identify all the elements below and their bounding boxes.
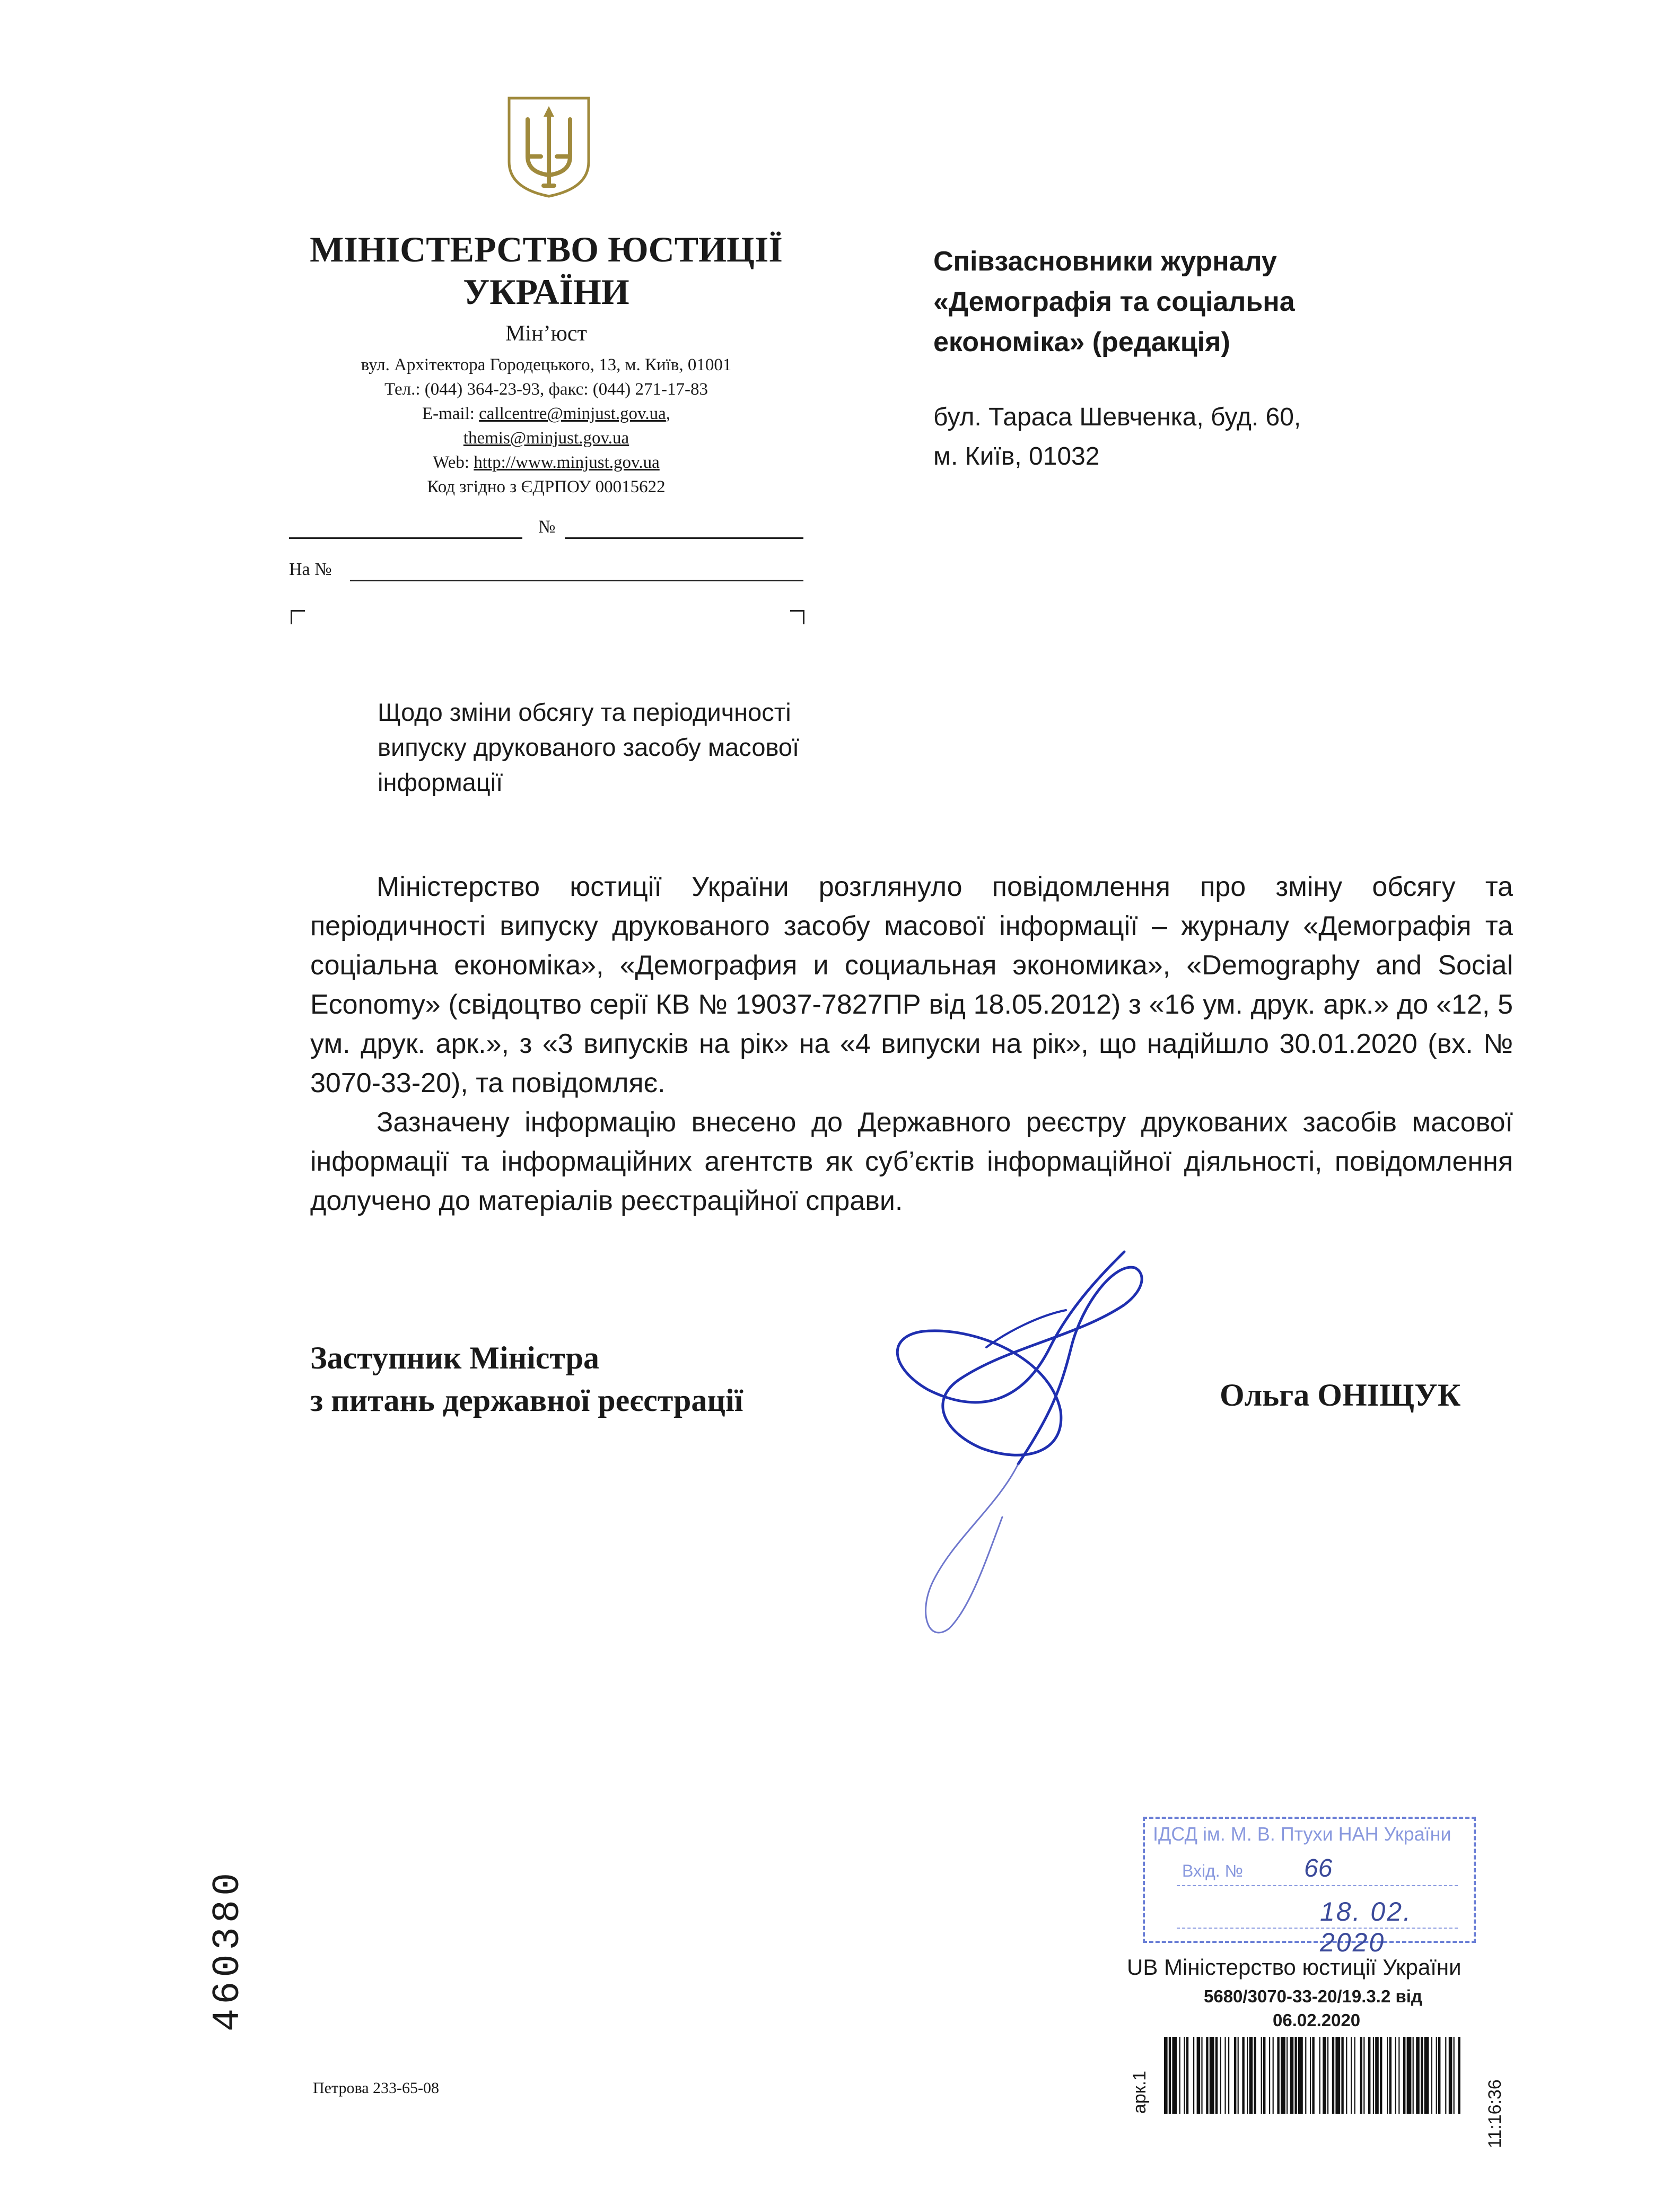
addressee-line-1: Співзасновники журналу [933,246,1277,277]
addressee-line-2: «Демографія та соціальна [933,286,1295,317]
ministry-name: МІНІСТЕРСТВО ЮСТИЦІЇ УКРАЇНИ [310,229,783,312]
address-corner-left [291,610,305,624]
handwritten-signature [848,1241,1230,1666]
body-paragraph-2: Зазначену інформацію внесено до Державного реєстру друкованих засобів масової інформації та інформаційних агентств як суб’єктів інформаційної діяльності, повідомлення долучено до матеріалів реєстраційної справи. [310,1107,1513,1216]
addressee [933,241,1490,362]
registration-date: 06.02.2020 [1273,2010,1361,2030]
position-line-1: Заступник Міністра [310,1340,600,1375]
stamp-incoming-label: Вхід. № [1182,1861,1243,1880]
ministry-edrpou: Код згідно з ЄДРПОУ 00015622 [427,477,666,496]
email-link-2[interactable]: themis@minjust.gov.ua [463,429,629,448]
addressee-address [933,398,1490,476]
registration-number: 5680/3070-33-20/19.3.2 від [1204,1986,1422,2006]
letter-subject [378,695,908,800]
letter-body [310,867,1513,1221]
barcode [1164,2037,1461,2114]
in-reply-row [289,560,803,586]
signatory-name: Ольга ОНІЩУК [1220,1378,1461,1413]
subject-line-1: Щодо зміни обсягу та періодичності [378,698,791,726]
stamp-organization: ІДСД ім. М. В. Птухи НАН України [1153,1823,1451,1845]
body-paragraph-1: Міністерство юстиції України розглянуло повідомлення про зміну обсягу та періодичності випуску друкованого засобу масової інформації – журналу «Демографія та соціальна економіка», «Демография и социальная экономика», «Demography and Social Economy» (свідоцтво серії КВ № 19037-7827ПР від 18.05.2012) з «16 ум. друк. арк.» до «12, 5 ум. друк. арк.», з «3 випусків на рік» на «4 випуски на рік», що надійшло 30.01.2020 (вх. № 3070-33-20), та повідомляє. [310,871,1513,1099]
incoming-stamp [1143,1817,1476,1957]
in-reply-line [350,580,803,581]
ministry-email-line: E-mail: callcentre@minjust.gov.ua, [422,404,671,423]
outgoing-number-row [289,517,803,544]
registration-time: 11:16:36 [1485,2079,1505,2148]
position-line-2: з питань державної реєстрації [310,1383,743,1418]
stamp-number: 66 [1304,1854,1333,1882]
web-link[interactable]: http://www.minjust.gov.ua [474,453,660,472]
executor-info: Петрова 233-65-08 [313,2079,440,2097]
stamp-date: 18. 02. 2020 [1320,1897,1412,1957]
addressee-address-2: м. Київ, 01032 [933,442,1100,470]
in-reply-label: На № [289,560,332,579]
number-line [565,537,803,539]
addressee-line-3: економіка» (редакція) [933,327,1230,358]
sheet-label: арк.1 [1130,2070,1150,2114]
ministry-short-name: Мін’юст [505,321,587,346]
ministry-address: вул. Архітектора Городецького, 13, м. Київ, 01001 [361,355,732,374]
trident-icon [504,93,594,199]
subject-line-2: випуску друкованого засобу масової [378,733,800,761]
date-line [289,537,522,539]
ministry-email-line-2 [281,426,811,450]
ministry-contacts [281,353,811,499]
email-link-1[interactable]: callcentre@minjust.gov.ua [479,404,666,423]
registration-title: UB Міністерство юстиції України [1127,1955,1462,1980]
subject-line-3: інформації [378,768,503,796]
ministry-phone: Тел.: (044) 364-23-93, факс: (044) 271-17-83 [384,380,708,399]
side-registration-number: 460380 [206,1868,250,2032]
number-sign: № [538,517,556,537]
web-prefix: Web: [433,453,474,472]
ministry-web-line [281,450,811,475]
addressee-address-1: бул. Тараса Шевченка, буд. 60, [933,403,1301,431]
email-prefix: E-mail: [422,404,479,423]
address-corner-right [790,610,804,624]
